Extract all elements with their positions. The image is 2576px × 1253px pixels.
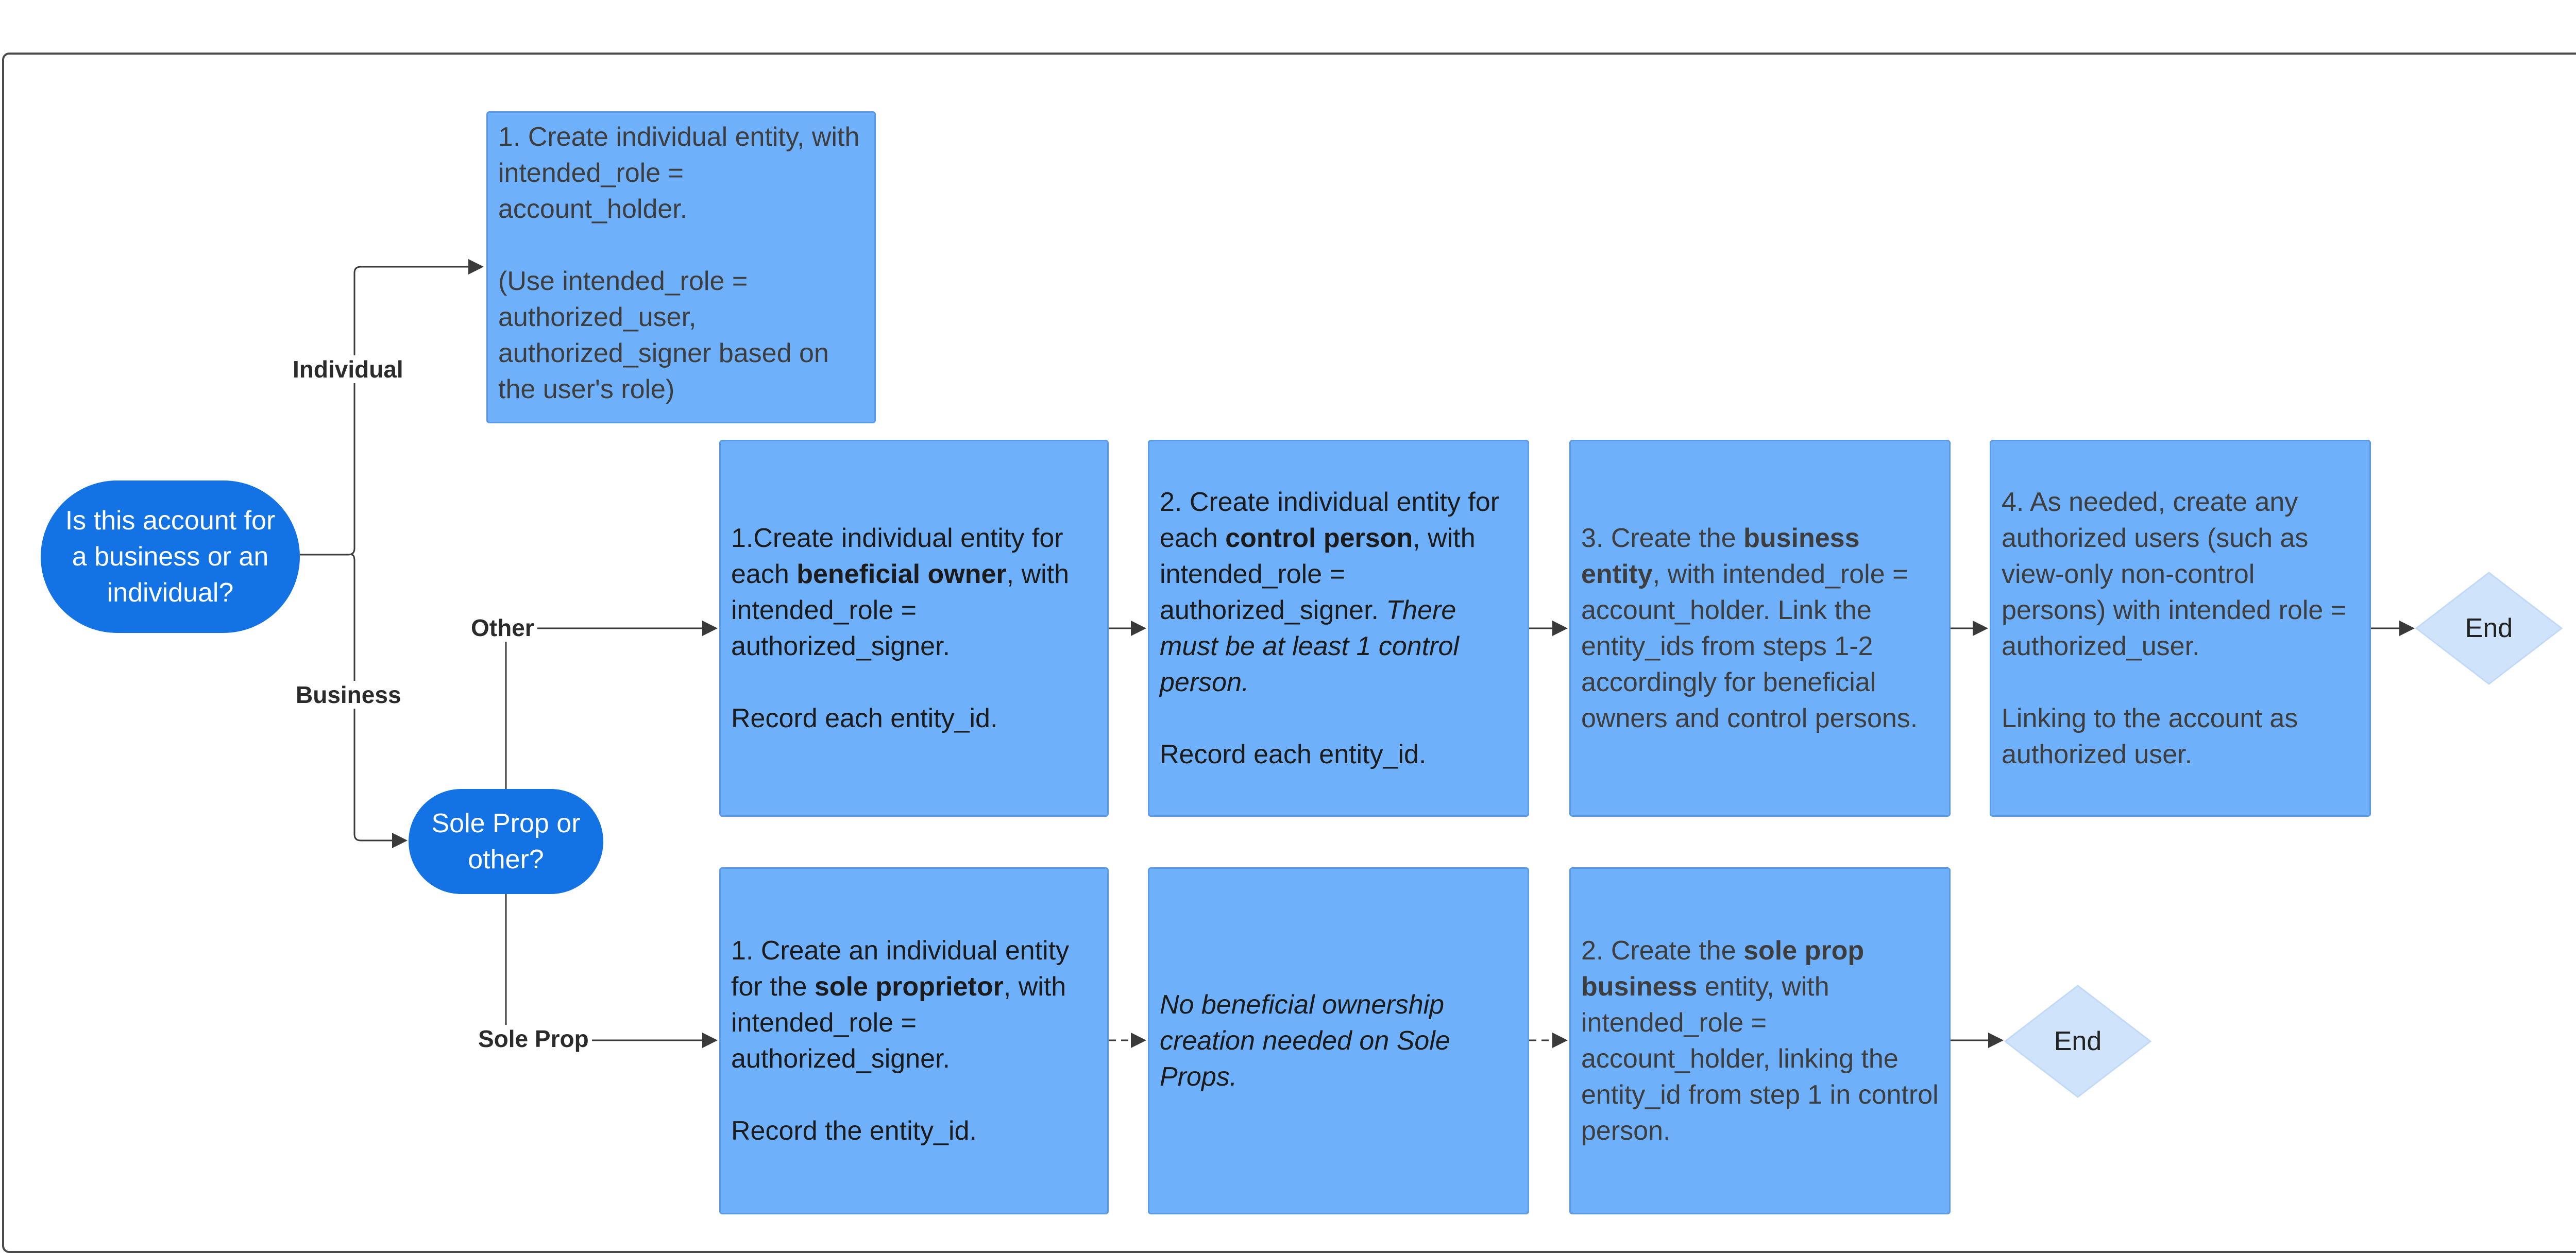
connector-soleprop-to-soleprop [506,894,716,1040]
connector-soleprop-to-other [506,628,716,789]
other-step-2-text: 2. Create individual entity for each control person, with intended_role = authorized_signer. There must be at least 1 control person. Record each entity_id. [1160,484,1517,773]
branch-label-individual: Individual [290,355,406,383]
sole-prop-step-1-text: 1. Create an individual entity for the sole proprietor, with intended_role = authorized_signer. Record the entity_id. [731,933,1097,1149]
sole-prop-note-text: No beneficial ownership creation needed on Sole Props. [1160,990,1450,1092]
other-step-2-record-note: Record each entity_id. [1160,740,1427,769]
other-step-4-link-note: Linking to the account as authorized user. [2002,703,2298,769]
decision-sole-prop-or-other-text: Sole Prop or other? [431,809,581,874]
decision-account-type-text: Is this account for a business or an individual? [65,506,276,608]
other-step-2-box [1148,440,1529,817]
other-step-1-box [719,440,1109,817]
decision-sole-prop-or-other [409,789,603,894]
other-step-3-text: 3. Create the business entity, with intended_role = account_holder. Link the entity_ids from steps 1-2 accordingly for beneficial owners and control persons. [1581,523,1918,733]
individual-step-text: 1. Create individual entity, with intended_role = account_holder. [498,122,860,224]
decision-account-type [41,480,300,633]
branch-label-other: Other [468,614,537,642]
other-step-4-box [1990,440,2371,817]
other-step-1-text: 1.Create individual entity for each beneficial owner, with intended_role = authorized_signer. Record each entity_id. [731,520,1097,736]
end-node-other-label: End [2465,613,2513,643]
beneficial-owner-term: beneficial owner [796,559,1007,589]
other-step-1-record-note: Record each entity_id. [731,703,998,733]
end-node-sole-prop [2003,984,2153,1099]
sole-prop-note-box [1148,867,1529,1214]
branch-label-business: Business [293,681,404,709]
sole-proprietor-term: sole proprietor [814,972,1004,1002]
sole-prop-step-2-box [1569,867,1951,1214]
end-node-other [2414,571,2564,686]
sole-prop-step-1-record-note: Record the entity_id. [731,1116,977,1146]
sole-prop-step-2-text: 2. Create the sole prop business entity, with intended_role = account_holder, linking the entity_id from step 1 in control person. [1581,936,1939,1146]
sole-prop-business-term: sole prop business [1581,936,1865,1002]
other-step-4-text: 4. As needed, create any authorized users (such as view-only non-control persons) with intended role = authorized_user. [2002,487,2347,661]
other-step-3-box [1569,440,1951,817]
connector-decision-to-individual [300,267,482,555]
sole-prop-step-1-box [719,867,1109,1214]
end-node-sole-prop-label: End [2054,1026,2102,1056]
individual-step-box [486,111,876,423]
control-person-term: control person [1225,523,1413,553]
branch-label-sole-prop: Sole Prop [475,1025,592,1053]
individual-step-role-note: (Use intended_role = authorized_user, authorized_signer based on the user's role) [498,266,829,404]
business-entity-term: business entity [1581,523,1860,589]
control-person-requirement: There must be at least 1 control person. [1160,595,1459,697]
